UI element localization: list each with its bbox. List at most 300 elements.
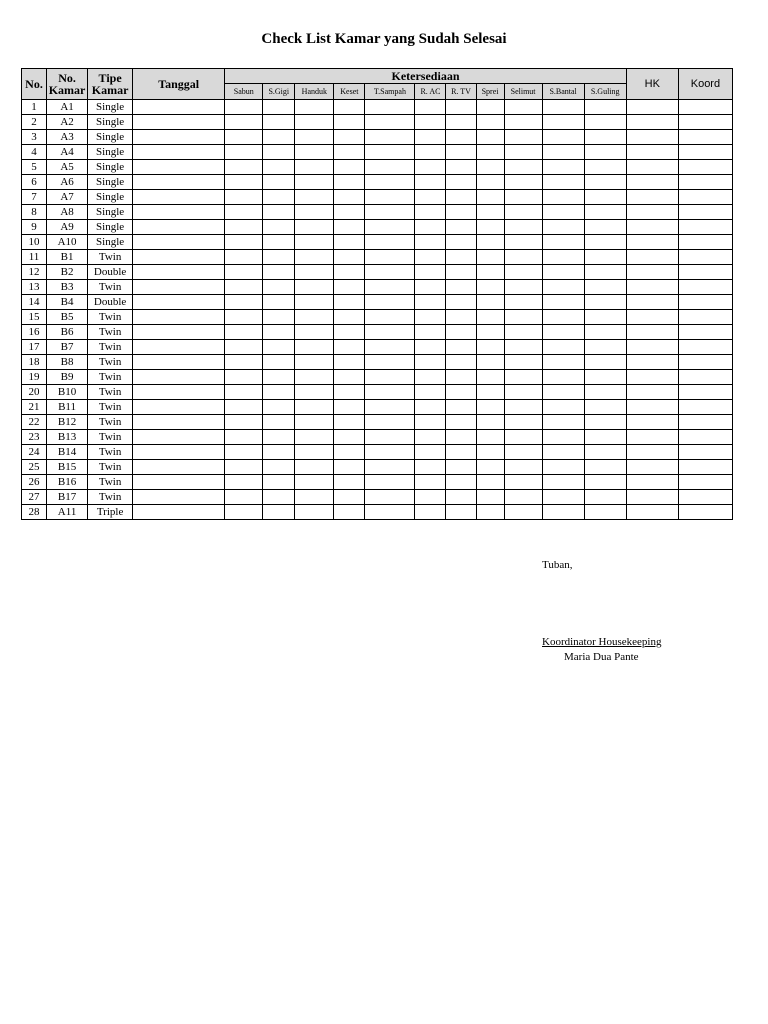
empty-cell: [678, 370, 732, 385]
empty-cell: [365, 115, 415, 130]
empty-cell: [626, 430, 678, 445]
row-no-cell: 5: [22, 160, 47, 175]
row-tipe-cell: Twin: [88, 250, 133, 265]
empty-cell: [295, 190, 334, 205]
empty-cell: [334, 100, 365, 115]
empty-cell: [133, 400, 225, 415]
empty-cell: [415, 295, 446, 310]
row-kamar-cell: B12: [47, 415, 88, 430]
header-sub-sprei: Sprei: [476, 84, 504, 100]
empty-cell: [476, 160, 504, 175]
empty-cell: [295, 505, 334, 520]
empty-cell: [263, 325, 295, 340]
table-row: [22, 205, 733, 220]
empty-cell: [542, 460, 584, 475]
empty-cell: [263, 400, 295, 415]
empty-cell: [365, 415, 415, 430]
empty-cell: [626, 325, 678, 340]
empty-cell: [295, 160, 334, 175]
empty-cell: [225, 430, 263, 445]
empty-cell: [476, 400, 504, 415]
empty-cell: [225, 325, 263, 340]
empty-cell: [225, 100, 263, 115]
row-kamar-cell: B13: [47, 430, 88, 445]
empty-cell: [504, 175, 542, 190]
empty-cell: [446, 295, 476, 310]
table-row: [22, 235, 733, 250]
empty-cell: [295, 340, 334, 355]
empty-cell: [626, 265, 678, 280]
row-tipe-cell: Twin: [88, 430, 133, 445]
header-no-kamar-line1: No.: [58, 71, 76, 85]
empty-cell: [626, 400, 678, 415]
empty-cell: [334, 505, 365, 520]
header-sub-r-tv: R. TV: [446, 84, 476, 100]
empty-cell: [678, 220, 732, 235]
empty-cell: [263, 505, 295, 520]
empty-cell: [415, 445, 446, 460]
empty-cell: [133, 145, 225, 160]
empty-cell: [365, 295, 415, 310]
empty-cell: [542, 160, 584, 175]
empty-cell: [133, 235, 225, 250]
row-no-cell: 25: [22, 460, 47, 475]
empty-cell: [678, 385, 732, 400]
empty-cell: [133, 445, 225, 460]
row-no-cell: 9: [22, 220, 47, 235]
empty-cell: [295, 100, 334, 115]
header-sub-sabun: Sabun: [225, 84, 263, 100]
row-kamar-cell: B7: [47, 340, 88, 355]
empty-cell: [415, 145, 446, 160]
empty-cell: [584, 115, 626, 130]
empty-cell: [415, 370, 446, 385]
table-row: [22, 145, 733, 160]
empty-cell: [263, 265, 295, 280]
empty-cell: [504, 505, 542, 520]
row-tipe-cell: Twin: [88, 355, 133, 370]
table-row: [22, 310, 733, 325]
empty-cell: [476, 175, 504, 190]
empty-cell: [446, 280, 476, 295]
row-kamar-cell: A10: [47, 235, 88, 250]
empty-cell: [504, 340, 542, 355]
empty-cell: [446, 100, 476, 115]
row-no-cell: 8: [22, 205, 47, 220]
table-row: [22, 190, 733, 205]
table-row: [22, 130, 733, 145]
header-tipe-kamar-line2: Kamar: [91, 83, 129, 97]
empty-cell: [263, 280, 295, 295]
empty-cell: [476, 115, 504, 130]
empty-cell: [225, 280, 263, 295]
row-no-cell: 15: [22, 310, 47, 325]
empty-cell: [263, 475, 295, 490]
empty-cell: [133, 220, 225, 235]
empty-cell: [542, 145, 584, 160]
row-kamar-cell: A3: [47, 130, 88, 145]
empty-cell: [476, 145, 504, 160]
empty-cell: [476, 250, 504, 265]
empty-cell: [446, 130, 476, 145]
row-no-cell: 10: [22, 235, 47, 250]
empty-cell: [504, 355, 542, 370]
empty-cell: [446, 325, 476, 340]
empty-cell: [542, 385, 584, 400]
empty-cell: [334, 250, 365, 265]
table-row: [22, 295, 733, 310]
empty-cell: [504, 160, 542, 175]
empty-cell: [365, 475, 415, 490]
row-kamar-cell: B2: [47, 265, 88, 280]
empty-cell: [295, 475, 334, 490]
empty-cell: [542, 475, 584, 490]
empty-cell: [225, 295, 263, 310]
empty-cell: [446, 235, 476, 250]
empty-cell: [225, 265, 263, 280]
empty-cell: [678, 325, 732, 340]
row-kamar-cell: B16: [47, 475, 88, 490]
empty-cell: [365, 280, 415, 295]
empty-cell: [542, 130, 584, 145]
empty-cell: [504, 100, 542, 115]
empty-cell: [133, 415, 225, 430]
empty-cell: [504, 145, 542, 160]
empty-cell: [476, 355, 504, 370]
empty-cell: [295, 310, 334, 325]
empty-cell: [225, 445, 263, 460]
empty-cell: [476, 265, 504, 280]
empty-cell: [626, 250, 678, 265]
empty-cell: [334, 460, 365, 475]
empty-cell: [504, 280, 542, 295]
row-tipe-cell: Twin: [88, 490, 133, 505]
empty-cell: [365, 235, 415, 250]
empty-cell: [626, 490, 678, 505]
empty-cell: [542, 400, 584, 415]
empty-cell: [446, 505, 476, 520]
empty-cell: [626, 205, 678, 220]
empty-cell: [542, 310, 584, 325]
empty-cell: [415, 220, 446, 235]
table-row: [22, 460, 733, 475]
empty-cell: [415, 310, 446, 325]
empty-cell: [263, 340, 295, 355]
empty-cell: [584, 385, 626, 400]
header-tipe-kamar-line1: Tipe: [98, 71, 122, 85]
empty-cell: [295, 460, 334, 475]
empty-cell: [334, 280, 365, 295]
empty-cell: [415, 340, 446, 355]
row-kamar-cell: B15: [47, 460, 88, 475]
empty-cell: [133, 265, 225, 280]
empty-cell: [542, 370, 584, 385]
empty-cell: [263, 430, 295, 445]
empty-cell: [295, 295, 334, 310]
empty-cell: [365, 220, 415, 235]
header-sub-t-sampah: T.Sampah: [365, 84, 415, 100]
empty-cell: [415, 265, 446, 280]
empty-cell: [626, 385, 678, 400]
empty-cell: [133, 130, 225, 145]
empty-cell: [476, 490, 504, 505]
empty-cell: [415, 430, 446, 445]
empty-cell: [365, 265, 415, 280]
empty-cell: [334, 175, 365, 190]
empty-cell: [365, 400, 415, 415]
empty-cell: [626, 355, 678, 370]
empty-cell: [415, 130, 446, 145]
empty-cell: [415, 475, 446, 490]
table-row: [22, 175, 733, 190]
empty-cell: [365, 370, 415, 385]
header-sub-selimut: Selimut: [504, 84, 542, 100]
empty-cell: [365, 175, 415, 190]
row-tipe-cell: Twin: [88, 460, 133, 475]
empty-cell: [446, 145, 476, 160]
empty-cell: [415, 460, 446, 475]
header-tanggal: Tanggal: [133, 69, 225, 100]
header-sub-r-ac: R. AC: [415, 84, 446, 100]
row-tipe-cell: Single: [88, 100, 133, 115]
empty-cell: [626, 460, 678, 475]
empty-cell: [678, 445, 732, 460]
empty-cell: [133, 115, 225, 130]
empty-cell: [584, 220, 626, 235]
empty-cell: [626, 370, 678, 385]
empty-cell: [476, 505, 504, 520]
empty-cell: [225, 205, 263, 220]
empty-cell: [476, 130, 504, 145]
empty-cell: [476, 190, 504, 205]
empty-cell: [225, 505, 263, 520]
empty-cell: [263, 490, 295, 505]
empty-cell: [626, 115, 678, 130]
empty-cell: [504, 190, 542, 205]
table-row: [22, 430, 733, 445]
empty-cell: [678, 415, 732, 430]
empty-cell: [133, 430, 225, 445]
empty-cell: [584, 370, 626, 385]
empty-cell: [504, 370, 542, 385]
empty-cell: [133, 310, 225, 325]
row-no-cell: 1: [22, 100, 47, 115]
row-tipe-cell: Single: [88, 190, 133, 205]
empty-cell: [133, 250, 225, 265]
row-no-cell: 26: [22, 475, 47, 490]
empty-cell: [626, 445, 678, 460]
empty-cell: [504, 205, 542, 220]
empty-cell: [415, 100, 446, 115]
empty-cell: [225, 355, 263, 370]
empty-cell: [334, 190, 365, 205]
empty-cell: [295, 370, 334, 385]
row-no-cell: 22: [22, 415, 47, 430]
empty-cell: [678, 490, 732, 505]
row-tipe-cell: Twin: [88, 310, 133, 325]
empty-cell: [678, 100, 732, 115]
row-kamar-cell: A9: [47, 220, 88, 235]
empty-cell: [365, 340, 415, 355]
empty-cell: [365, 310, 415, 325]
empty-cell: [263, 415, 295, 430]
empty-cell: [678, 505, 732, 520]
table-row: [22, 385, 733, 400]
empty-cell: [415, 355, 446, 370]
empty-cell: [263, 235, 295, 250]
empty-cell: [678, 175, 732, 190]
empty-cell: [334, 445, 365, 460]
empty-cell: [626, 340, 678, 355]
empty-cell: [446, 250, 476, 265]
empty-cell: [334, 265, 365, 280]
empty-cell: [334, 295, 365, 310]
empty-cell: [542, 190, 584, 205]
empty-cell: [446, 370, 476, 385]
empty-cell: [334, 205, 365, 220]
empty-cell: [476, 430, 504, 445]
empty-cell: [504, 490, 542, 505]
empty-cell: [542, 205, 584, 220]
row-no-cell: 7: [22, 190, 47, 205]
empty-cell: [476, 340, 504, 355]
row-tipe-cell: Twin: [88, 385, 133, 400]
empty-cell: [133, 280, 225, 295]
empty-cell: [263, 100, 295, 115]
empty-cell: [295, 175, 334, 190]
empty-cell: [263, 115, 295, 130]
row-tipe-cell: Twin: [88, 400, 133, 415]
empty-cell: [133, 160, 225, 175]
empty-cell: [626, 190, 678, 205]
empty-cell: [542, 100, 584, 115]
empty-cell: [476, 280, 504, 295]
footer-role: Koordinator Housekeeping: [542, 636, 662, 648]
empty-cell: [446, 400, 476, 415]
header-no-kamar-line2: Kamar: [48, 83, 86, 97]
empty-cell: [365, 445, 415, 460]
empty-cell: [334, 490, 365, 505]
empty-cell: [225, 130, 263, 145]
row-kamar-cell: A4: [47, 145, 88, 160]
row-kamar-cell: B11: [47, 400, 88, 415]
row-tipe-cell: Twin: [88, 280, 133, 295]
empty-cell: [446, 220, 476, 235]
empty-cell: [504, 220, 542, 235]
empty-cell: [334, 145, 365, 160]
empty-cell: [446, 175, 476, 190]
row-no-cell: 20: [22, 385, 47, 400]
empty-cell: [542, 265, 584, 280]
empty-cell: [584, 400, 626, 415]
empty-cell: [584, 295, 626, 310]
empty-cell: [365, 325, 415, 340]
empty-cell: [295, 220, 334, 235]
row-tipe-cell: Twin: [88, 475, 133, 490]
empty-cell: [295, 490, 334, 505]
empty-cell: [678, 280, 732, 295]
row-kamar-cell: A11: [47, 505, 88, 520]
empty-cell: [678, 430, 732, 445]
empty-cell: [295, 430, 334, 445]
empty-cell: [225, 460, 263, 475]
row-kamar-cell: A1: [47, 100, 88, 115]
empty-cell: [133, 385, 225, 400]
empty-cell: [365, 130, 415, 145]
empty-cell: [263, 190, 295, 205]
empty-cell: [415, 115, 446, 130]
empty-cell: [476, 415, 504, 430]
empty-cell: [334, 355, 365, 370]
empty-cell: [678, 190, 732, 205]
empty-cell: [626, 295, 678, 310]
empty-cell: [626, 475, 678, 490]
row-no-cell: 27: [22, 490, 47, 505]
table-row: [22, 340, 733, 355]
empty-cell: [584, 130, 626, 145]
empty-cell: [263, 175, 295, 190]
empty-cell: [415, 250, 446, 265]
empty-cell: [415, 280, 446, 295]
row-tipe-cell: Single: [88, 220, 133, 235]
empty-cell: [542, 415, 584, 430]
empty-cell: [334, 325, 365, 340]
empty-cell: [584, 175, 626, 190]
empty-cell: [295, 145, 334, 160]
empty-cell: [678, 265, 732, 280]
empty-cell: [678, 205, 732, 220]
empty-cell: [365, 100, 415, 115]
empty-cell: [476, 310, 504, 325]
empty-cell: [365, 505, 415, 520]
empty-cell: [446, 490, 476, 505]
empty-cell: [225, 250, 263, 265]
empty-cell: [584, 505, 626, 520]
empty-cell: [446, 460, 476, 475]
empty-cell: [225, 370, 263, 385]
empty-cell: [225, 115, 263, 130]
empty-cell: [446, 160, 476, 175]
row-kamar-cell: A5: [47, 160, 88, 175]
empty-cell: [365, 190, 415, 205]
empty-cell: [584, 160, 626, 175]
empty-cell: [626, 100, 678, 115]
row-kamar-cell: B10: [47, 385, 88, 400]
empty-cell: [504, 475, 542, 490]
row-kamar-cell: B4: [47, 295, 88, 310]
header-koord: Koord: [678, 69, 732, 100]
empty-cell: [446, 355, 476, 370]
empty-cell: [678, 115, 732, 130]
empty-cell: [446, 445, 476, 460]
row-no-cell: 23: [22, 430, 47, 445]
empty-cell: [446, 265, 476, 280]
row-no-cell: 13: [22, 280, 47, 295]
empty-cell: [504, 265, 542, 280]
empty-cell: [295, 115, 334, 130]
empty-cell: [584, 145, 626, 160]
empty-cell: [334, 220, 365, 235]
empty-cell: [584, 250, 626, 265]
row-kamar-cell: B14: [47, 445, 88, 460]
empty-cell: [365, 385, 415, 400]
header-hk: HK: [626, 69, 678, 100]
empty-cell: [542, 115, 584, 130]
empty-cell: [446, 310, 476, 325]
empty-cell: [133, 205, 225, 220]
empty-cell: [584, 430, 626, 445]
empty-cell: [446, 205, 476, 220]
